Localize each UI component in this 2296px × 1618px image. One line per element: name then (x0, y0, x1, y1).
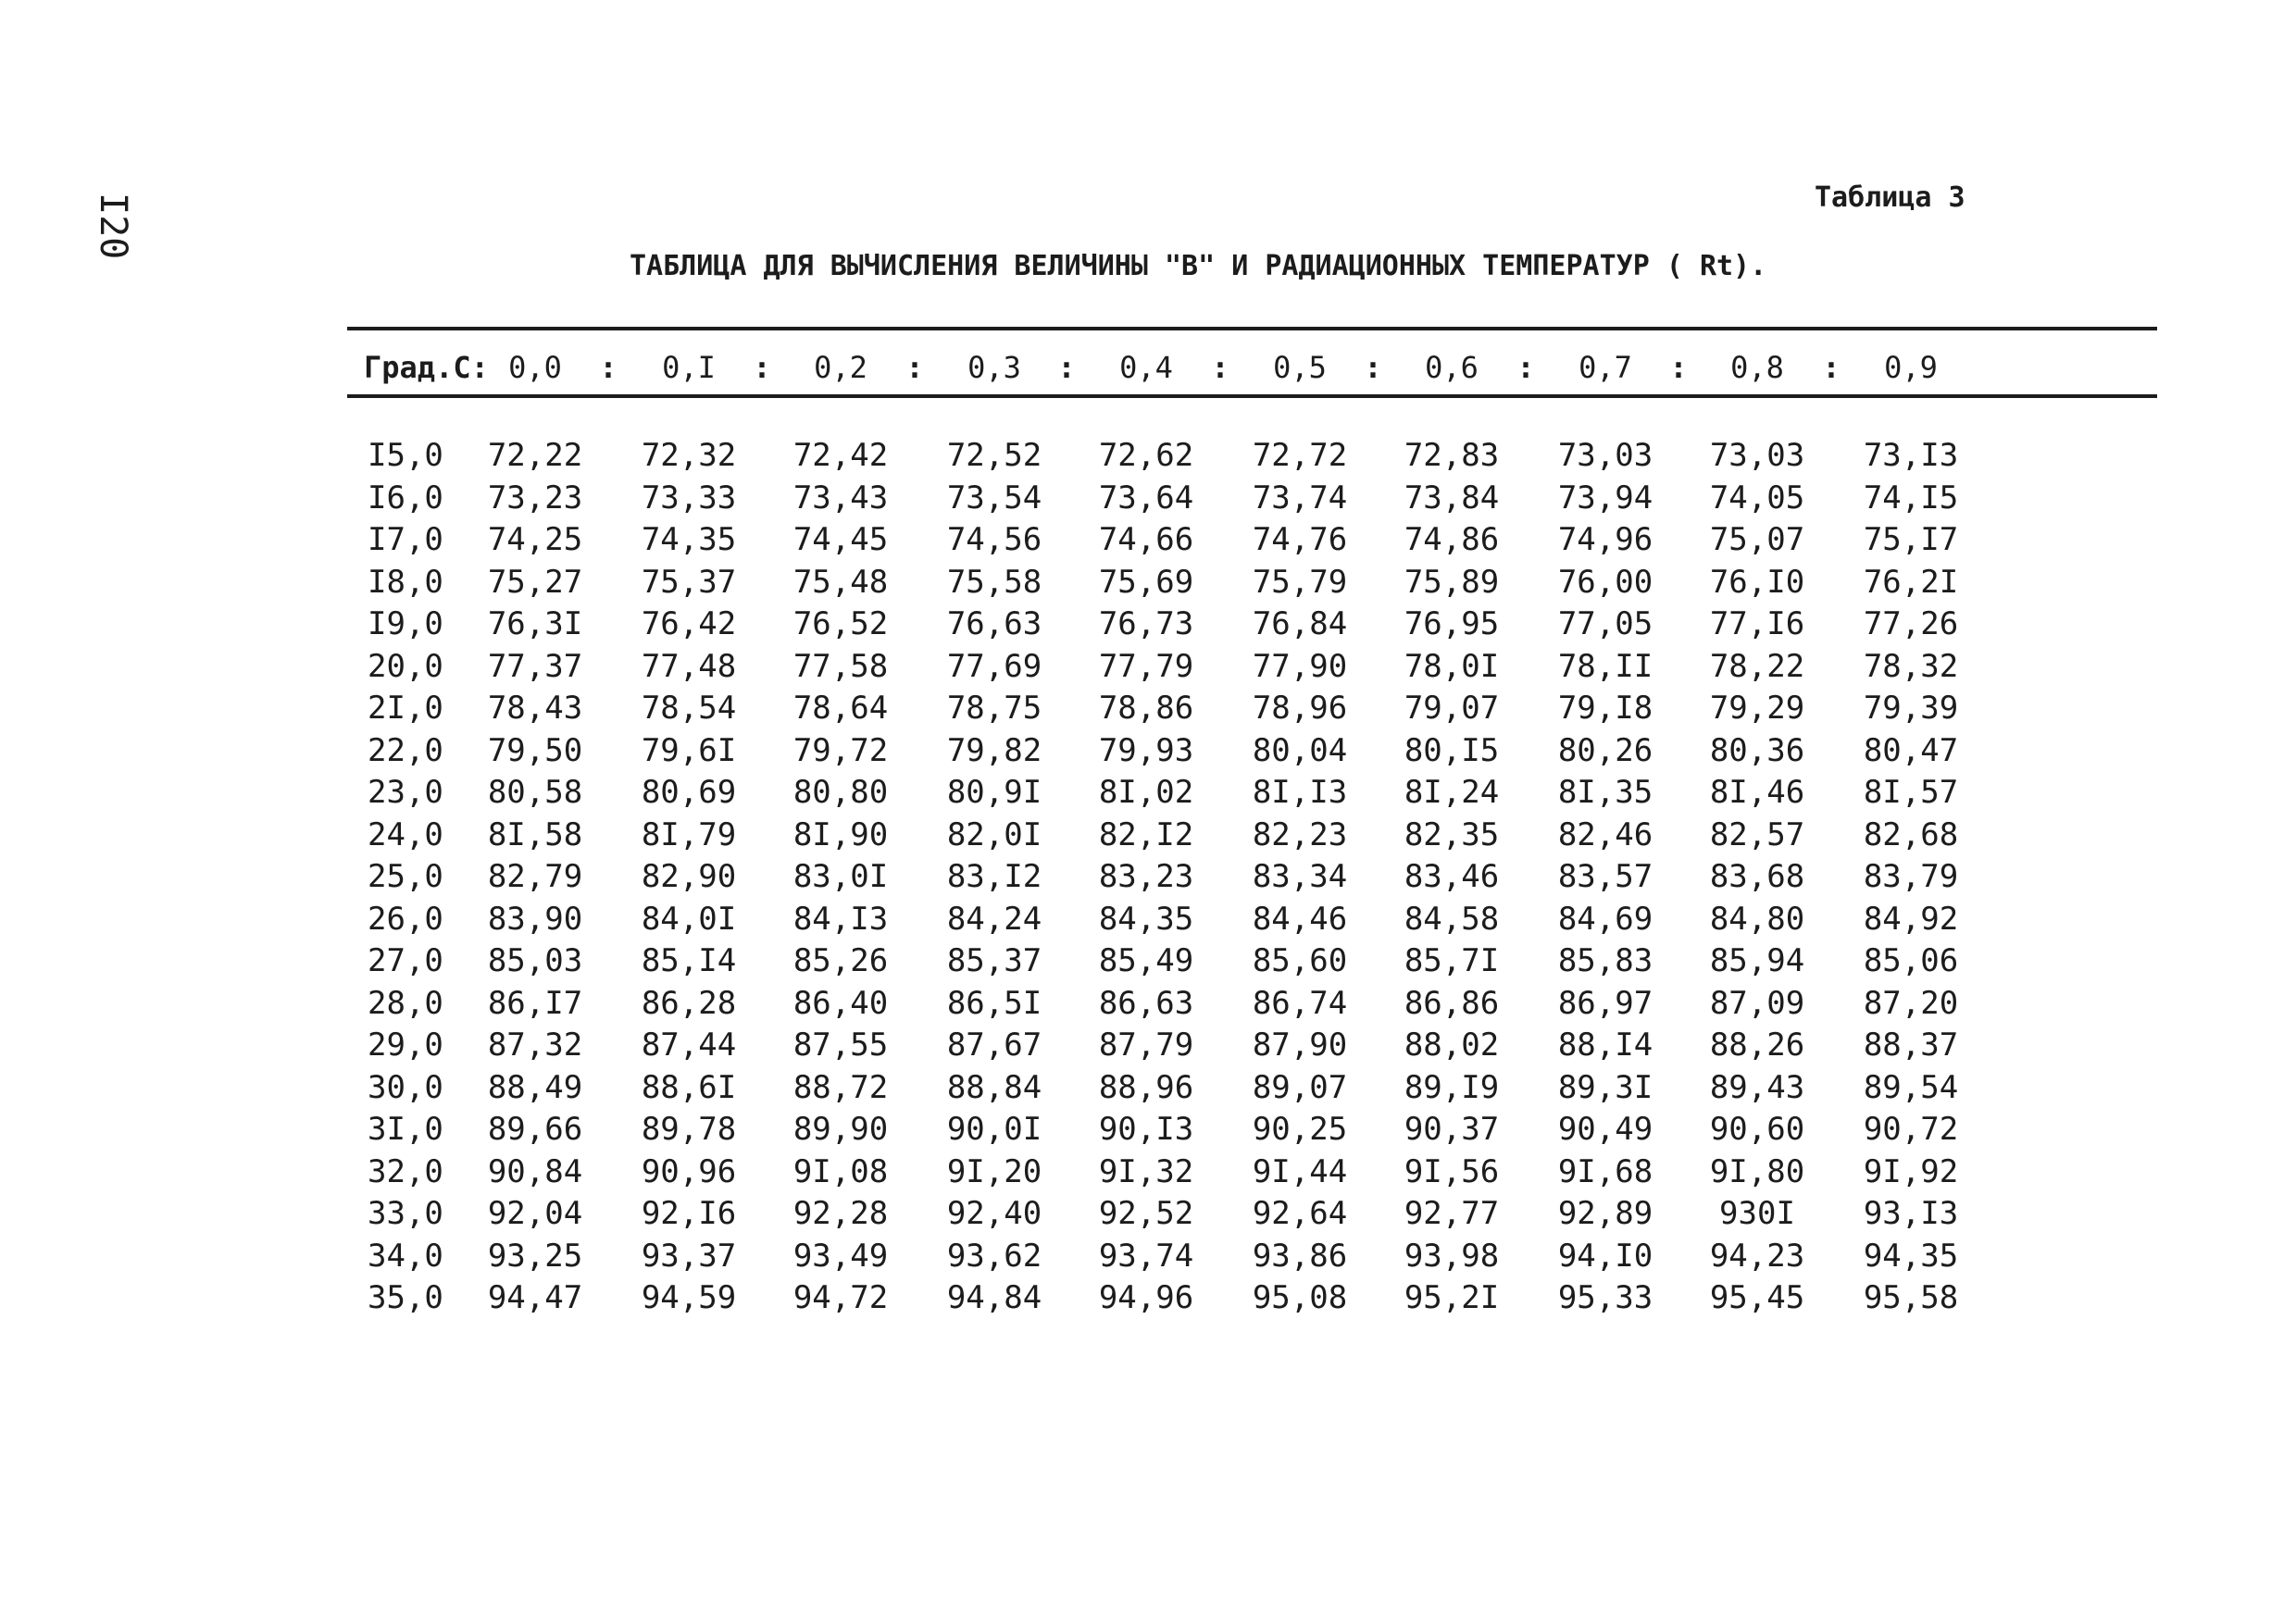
table-cell: 94,23 (1709, 1238, 1805, 1275)
table-row (0, 985, 2296, 1024)
table-row (0, 648, 2296, 687)
table-caption: Таблица 3 (1815, 181, 1965, 214)
table-cell: 76,63 (946, 605, 1042, 642)
table-cell: 89,54 (1863, 1069, 1959, 1106)
table-cell: 87,67 (946, 1027, 1042, 1064)
table-row (0, 1027, 2296, 1065)
table-cell: 85,94 (1709, 942, 1805, 979)
table-cell: 82,35 (1404, 816, 1500, 853)
table-cell: 95,45 (1709, 1279, 1805, 1316)
table-cell: 75,79 (1252, 564, 1348, 601)
table-cell: 88,96 (1098, 1069, 1194, 1106)
table-cell: 72,83 (1404, 437, 1500, 474)
table-cell: 8I,I3 (1252, 774, 1348, 811)
table-cell: 80,04 (1252, 732, 1348, 769)
table-cell: 94,47 (487, 1279, 583, 1316)
table-cell: 72,72 (1252, 437, 1348, 474)
table-cell: 9I,32 (1098, 1153, 1194, 1190)
table-cell: 83,0I (792, 858, 889, 895)
table-cell: 87,90 (1252, 1027, 1348, 1064)
table-cell: 86,63 (1098, 985, 1194, 1022)
table-cell: 9I,20 (946, 1153, 1042, 1190)
table-cell: 74,76 (1252, 521, 1348, 558)
table-row (0, 521, 2296, 560)
table-cell: 94,84 (946, 1279, 1042, 1316)
table-cell: 83,I2 (946, 858, 1042, 895)
table-cell: 74,96 (1557, 521, 1653, 558)
table-cell: 89,07 (1252, 1069, 1348, 1106)
table-cell: 86,86 (1404, 985, 1500, 1022)
column-header: 0,0 (508, 350, 562, 385)
table-cell: 84,46 (1252, 901, 1348, 938)
header-separator: : (1822, 350, 1841, 385)
table-cell: 79,72 (792, 732, 889, 769)
table-cell: 87,79 (1098, 1027, 1194, 1064)
row-temperature: 3I,0 (368, 1111, 443, 1148)
table-cell: 73,64 (1098, 479, 1194, 517)
table-cell: 85,03 (487, 942, 583, 979)
table-cell: 76,73 (1098, 605, 1194, 642)
table-cell: 88,I4 (1557, 1027, 1653, 1064)
table-cell: 85,7I (1404, 942, 1500, 979)
table-cell: 86,74 (1252, 985, 1348, 1022)
row-temperature: 24,0 (368, 816, 443, 853)
header-label: Град.С: (364, 350, 489, 385)
table-cell: 78,96 (1252, 690, 1348, 727)
table-cell: 73,84 (1404, 479, 1500, 517)
table-cell: 77,79 (1098, 648, 1194, 685)
row-temperature: 23,0 (368, 774, 443, 811)
row-temperature: 35,0 (368, 1279, 443, 1316)
table-cell: 77,69 (946, 648, 1042, 685)
row-temperature: 27,0 (368, 942, 443, 979)
table-cell: 92,89 (1557, 1195, 1653, 1232)
table-cell: 77,26 (1863, 605, 1959, 642)
table-row (0, 1238, 2296, 1276)
table-cell: 77,48 (641, 648, 737, 685)
table-cell: 78,43 (487, 690, 583, 727)
table-row (0, 901, 2296, 940)
table-row (0, 1111, 2296, 1150)
table-cell: 94,72 (792, 1279, 889, 1316)
table-cell: 8I,35 (1557, 774, 1653, 811)
table-cell: 84,35 (1098, 901, 1194, 938)
column-header: 0,8 (1730, 350, 1784, 385)
column-header: 0,I (662, 350, 716, 385)
table-cell: 86,5I (946, 985, 1042, 1022)
table-cell: 79,39 (1863, 690, 1959, 727)
table-row (0, 774, 2296, 813)
row-temperature: 29,0 (368, 1027, 443, 1064)
table-cell: 93,49 (792, 1238, 889, 1275)
table-cell: 82,46 (1557, 816, 1653, 853)
table-cell: 80,47 (1863, 732, 1959, 769)
table-cell: 88,49 (487, 1069, 583, 1106)
table-cell: 82,0I (946, 816, 1042, 853)
table-cell: 93,37 (641, 1238, 737, 1275)
table-cell: 88,26 (1709, 1027, 1805, 1064)
table-cell: 83,34 (1252, 858, 1348, 895)
row-temperature: 26,0 (368, 901, 443, 938)
table-cell: 79,82 (946, 732, 1042, 769)
table-cell: 73,94 (1557, 479, 1653, 517)
table-cell: 74,56 (946, 521, 1042, 558)
table-cell: 84,69 (1557, 901, 1653, 938)
header-separator: : (599, 350, 618, 385)
table-cell: 88,84 (946, 1069, 1042, 1106)
table-cell: 78,II (1557, 648, 1653, 685)
table-cell: 85,37 (946, 942, 1042, 979)
table-cell: 87,44 (641, 1027, 737, 1064)
table-cell: 80,9I (946, 774, 1042, 811)
table-cell: 9I,56 (1404, 1153, 1500, 1190)
table-cell: 79,07 (1404, 690, 1500, 727)
table-cell: 78,54 (641, 690, 737, 727)
table-cell: 73,43 (792, 479, 889, 517)
table-cell: 95,2I (1404, 1279, 1500, 1316)
table-cell: 90,72 (1863, 1111, 1959, 1148)
table-row (0, 816, 2296, 855)
table-cell: 76,00 (1557, 564, 1653, 601)
table-cell: 86,I7 (487, 985, 583, 1022)
table-cell: 86,28 (641, 985, 737, 1022)
table-cell: 92,64 (1252, 1195, 1348, 1232)
row-temperature: 34,0 (368, 1238, 443, 1275)
table-cell: 88,37 (1863, 1027, 1959, 1064)
table-cell: 8I,79 (641, 816, 737, 853)
table-cell: 74,05 (1709, 479, 1805, 517)
table-cell: 89,3I (1557, 1069, 1653, 1106)
table-cell: 77,I6 (1709, 605, 1805, 642)
table-cell: 8I,90 (792, 816, 889, 853)
row-temperature: I8,0 (368, 564, 443, 601)
table-cell: 77,58 (792, 648, 889, 685)
table-cell: 79,I8 (1557, 690, 1653, 727)
table-cell: 79,29 (1709, 690, 1805, 727)
table-cell: 79,50 (487, 732, 583, 769)
table-cell: 75,I7 (1863, 521, 1959, 558)
table-cell: 85,06 (1863, 942, 1959, 979)
table-cell: 72,32 (641, 437, 737, 474)
header-separator: : (753, 350, 771, 385)
row-temperature: I5,0 (368, 437, 443, 474)
table-cell: 82,I2 (1098, 816, 1194, 853)
table-cell: 73,23 (487, 479, 583, 517)
column-header: 0,6 (1425, 350, 1479, 385)
table-cell: 83,79 (1863, 858, 1959, 895)
table-cell: 73,54 (946, 479, 1042, 517)
table-cell: 83,23 (1098, 858, 1194, 895)
table-cell: 90,60 (1709, 1111, 1805, 1148)
table-cell: 74,I5 (1863, 479, 1959, 517)
table-row (0, 690, 2296, 728)
table-cell: 83,46 (1404, 858, 1500, 895)
column-header: 0,3 (967, 350, 1021, 385)
table-row (0, 732, 2296, 771)
table-cell: 8I,46 (1709, 774, 1805, 811)
table-cell: 78,75 (946, 690, 1042, 727)
table-cell: 72,42 (792, 437, 889, 474)
table-cell: 76,84 (1252, 605, 1348, 642)
table-cell: 75,89 (1404, 564, 1500, 601)
row-temperature: I6,0 (368, 479, 443, 517)
table-cell: 85,49 (1098, 942, 1194, 979)
header-separator: : (1364, 350, 1382, 385)
table-cell: 86,40 (792, 985, 889, 1022)
table-row (0, 605, 2296, 644)
table-cell: 9I,80 (1709, 1153, 1805, 1190)
table-title: ТАБЛИЦА ДЛЯ ВЫЧИСЛЕНИЯ ВЕЛИЧИНЫ "В" И РАДИАЦИОННЫХ ТЕМПЕРАТУР ( Rt). (630, 250, 1767, 282)
table-cell: 9I,92 (1863, 1153, 1959, 1190)
table-row (0, 479, 2296, 518)
table-cell: 8I,58 (487, 816, 583, 853)
table-cell: 89,90 (792, 1111, 889, 1148)
table-cell: 93,98 (1404, 1238, 1500, 1275)
table-cell: 83,90 (487, 901, 583, 938)
table-cell: 78,32 (1863, 648, 1959, 685)
table-cell: 88,72 (792, 1069, 889, 1106)
table-cell: 92,77 (1404, 1195, 1500, 1232)
table-cell: 88,6I (641, 1069, 737, 1106)
table-row (0, 858, 2296, 897)
row-temperature: 20,0 (368, 648, 443, 685)
table-row (0, 1195, 2296, 1234)
table-cell: 85,60 (1252, 942, 1348, 979)
table-cell: 95,58 (1863, 1279, 1959, 1316)
column-header: 0,5 (1273, 350, 1327, 385)
table-cell: 90,49 (1557, 1111, 1653, 1148)
table-cell: 82,57 (1709, 816, 1805, 853)
table-cell: 89,43 (1709, 1069, 1805, 1106)
table-cell: 74,35 (641, 521, 737, 558)
table-cell: 73,74 (1252, 479, 1348, 517)
table-cell: 84,I3 (792, 901, 889, 938)
table-cell: 87,55 (792, 1027, 889, 1064)
table-cell: 85,83 (1557, 942, 1653, 979)
table-cell: 89,66 (487, 1111, 583, 1148)
table-cell: 74,45 (792, 521, 889, 558)
table-row (0, 437, 2296, 476)
table-cell: 92,28 (792, 1195, 889, 1232)
header-separator: : (1516, 350, 1535, 385)
table-cell: 93,74 (1098, 1238, 1194, 1275)
row-temperature: 32,0 (368, 1153, 443, 1190)
table-cell: 95,33 (1557, 1279, 1653, 1316)
row-temperature: 30,0 (368, 1069, 443, 1106)
table-cell: 72,22 (487, 437, 583, 474)
table-cell: 90,84 (487, 1153, 583, 1190)
row-temperature: I9,0 (368, 605, 443, 642)
table-row (0, 1069, 2296, 1108)
table-row (0, 1153, 2296, 1192)
table-cell: 89,I9 (1404, 1069, 1500, 1106)
table-cell: 76,3I (487, 605, 583, 642)
table-cell: 75,58 (946, 564, 1042, 601)
table-cell: 73,03 (1709, 437, 1805, 474)
row-temperature: 28,0 (368, 985, 443, 1022)
table-cell: 9I,44 (1252, 1153, 1348, 1190)
table-cell: 76,42 (641, 605, 737, 642)
table-cell: 83,57 (1557, 858, 1653, 895)
table-cell: 82,68 (1863, 816, 1959, 853)
table-cell: 930I (1719, 1195, 1795, 1232)
table-cell: 72,52 (946, 437, 1042, 474)
table-cell: 90,96 (641, 1153, 737, 1190)
table-cell: 75,69 (1098, 564, 1194, 601)
table-cell: 94,96 (1098, 1279, 1194, 1316)
table-cell: 80,I5 (1404, 732, 1500, 769)
table-cell: 84,92 (1863, 901, 1959, 938)
table-cell: 8I,24 (1404, 774, 1500, 811)
table-cell: 79,93 (1098, 732, 1194, 769)
table-cell: 88,02 (1404, 1027, 1500, 1064)
table-cell: 77,05 (1557, 605, 1653, 642)
table-cell: 9I,08 (792, 1153, 889, 1190)
table-cell: 94,59 (641, 1279, 737, 1316)
column-header: 0,7 (1578, 350, 1632, 385)
table-cell: 75,48 (792, 564, 889, 601)
table-cell: 76,I0 (1709, 564, 1805, 601)
table-cell: 80,26 (1557, 732, 1653, 769)
table-cell: 80,69 (641, 774, 737, 811)
header-separator: : (1669, 350, 1688, 385)
table-cell: 78,0I (1404, 648, 1500, 685)
table-cell: 8I,57 (1863, 774, 1959, 811)
table-cell: 76,2I (1863, 564, 1959, 601)
table-cell: 84,80 (1709, 901, 1805, 938)
table-cell: 84,0I (641, 901, 737, 938)
table-cell: 75,27 (487, 564, 583, 601)
table-cell: 92,40 (946, 1195, 1042, 1232)
table-cell: 90,I3 (1098, 1111, 1194, 1148)
table-cell: 73,03 (1557, 437, 1653, 474)
table-cell: 78,22 (1709, 648, 1805, 685)
column-header: 0,4 (1119, 350, 1173, 385)
row-temperature: 22,0 (368, 732, 443, 769)
table-cell: 78,64 (792, 690, 889, 727)
table-cell: 80,80 (792, 774, 889, 811)
table-cell: 83,68 (1709, 858, 1805, 895)
table-cell: 90,25 (1252, 1111, 1348, 1148)
table-cell: 92,I6 (641, 1195, 737, 1232)
table-cell: 85,26 (792, 942, 889, 979)
table-cell: 86,97 (1557, 985, 1653, 1022)
table-cell: 90,0I (946, 1111, 1042, 1148)
header-separator: : (1057, 350, 1076, 385)
column-header: 0,2 (814, 350, 867, 385)
table-cell: 73,I3 (1863, 437, 1959, 474)
header-separator: : (905, 350, 924, 385)
table-cell: 85,I4 (641, 942, 737, 979)
table-cell: 92,04 (487, 1195, 583, 1232)
table-cell: 72,62 (1098, 437, 1194, 474)
table-row (0, 942, 2296, 981)
table-cell: 76,52 (792, 605, 889, 642)
row-temperature: 25,0 (368, 858, 443, 895)
table-cell: 82,79 (487, 858, 583, 895)
table-cell: 92,52 (1098, 1195, 1194, 1232)
table-cell: 87,20 (1863, 985, 1959, 1022)
table-cell: 74,86 (1404, 521, 1500, 558)
table-cell: 87,09 (1709, 985, 1805, 1022)
table-cell: 94,I0 (1557, 1238, 1653, 1275)
table-top-rule (347, 327, 2157, 330)
table-cell: 89,78 (641, 1111, 737, 1148)
table-cell: 84,24 (946, 901, 1042, 938)
table-cell: 94,35 (1863, 1238, 1959, 1275)
table-cell: 73,33 (641, 479, 737, 517)
table-cell: 78,86 (1098, 690, 1194, 727)
table-cell: 79,6I (641, 732, 737, 769)
row-temperature: I7,0 (368, 521, 443, 558)
table-cell: 76,95 (1404, 605, 1500, 642)
table-cell: 87,32 (487, 1027, 583, 1064)
table-cell: 75,37 (641, 564, 737, 601)
table-cell: 82,90 (641, 858, 737, 895)
table-cell: 90,37 (1404, 1111, 1500, 1148)
table-cell: 8I,02 (1098, 774, 1194, 811)
table-cell: 77,37 (487, 648, 583, 685)
table-header-rule (347, 394, 2157, 398)
table-cell: 93,I3 (1863, 1195, 1959, 1232)
table-row (0, 564, 2296, 603)
table-cell: 93,25 (487, 1238, 583, 1275)
table-cell: 93,86 (1252, 1238, 1348, 1275)
table-cell: 74,25 (487, 521, 583, 558)
table-cell: 9I,68 (1557, 1153, 1653, 1190)
row-temperature: 33,0 (368, 1195, 443, 1232)
table-cell: 74,66 (1098, 521, 1194, 558)
header-separator: : (1211, 350, 1229, 385)
table-row (0, 1279, 2296, 1318)
table-cell: 93,62 (946, 1238, 1042, 1275)
table-cell: 77,90 (1252, 648, 1348, 685)
row-temperature: 2I,0 (368, 690, 443, 727)
table-cell: 80,36 (1709, 732, 1805, 769)
table-cell: 84,58 (1404, 901, 1500, 938)
column-header: 0,9 (1884, 350, 1938, 385)
page-number: I20 (92, 193, 134, 260)
table-cell: 82,23 (1252, 816, 1348, 853)
table-cell: 75,07 (1709, 521, 1805, 558)
table-cell: 80,58 (487, 774, 583, 811)
table-cell: 95,08 (1252, 1279, 1348, 1316)
table-header-row (0, 350, 2296, 391)
